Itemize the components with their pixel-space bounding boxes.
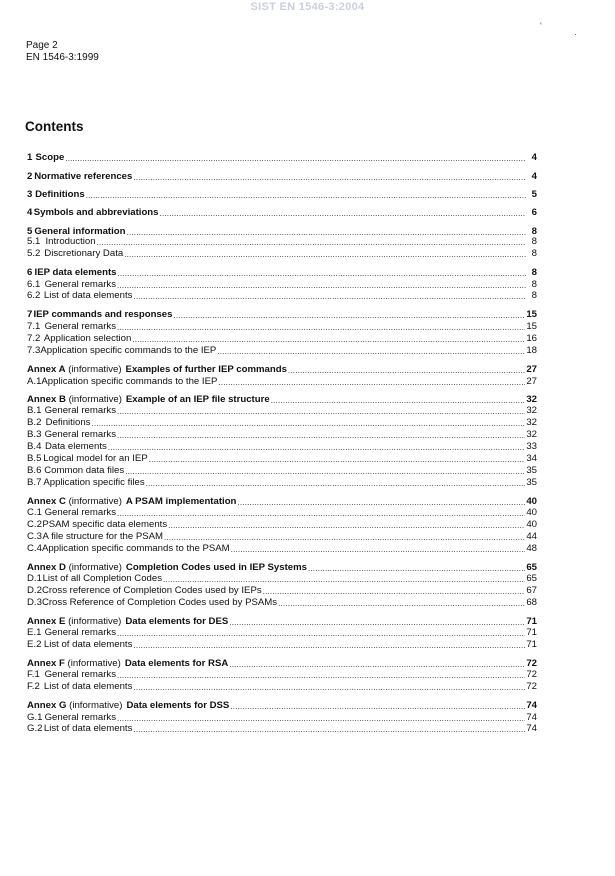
- toc-page-number: 72: [526, 681, 537, 692]
- toc-number: B.3: [27, 429, 42, 440]
- toc-page-number: 71: [526, 639, 537, 650]
- toc-number: B.1: [27, 405, 42, 416]
- toc-title: General information: [34, 226, 126, 237]
- toc-page-number: 15: [526, 309, 537, 320]
- toc-title: Definitions: [35, 189, 85, 200]
- dot-leader: [231, 543, 526, 555]
- dot-leader: [288, 364, 525, 376]
- toc-title: Logical model for an IEP: [43, 453, 148, 464]
- toc-title: General remarks: [44, 279, 117, 290]
- dot-leader: [149, 453, 526, 465]
- toc-annex-title: [27, 364, 287, 376]
- toc-number: A.1: [27, 376, 42, 387]
- toc-section-entry: [27, 597, 537, 609]
- toc-page-number: 74: [526, 700, 537, 711]
- annex-label: Annex G: [27, 700, 67, 711]
- toc-number: 4: [27, 207, 33, 218]
- toc-section-entry: [27, 669, 537, 681]
- toc-page-number: 15: [526, 321, 537, 332]
- toc-title: Application specific commands to the IEP: [40, 345, 217, 356]
- toc-title: List of data elements: [43, 723, 133, 734]
- dot-leader: [133, 723, 525, 735]
- dot-leader: [230, 700, 525, 712]
- toc-page-number: 71: [526, 627, 537, 638]
- annex-label: Annex F: [27, 658, 65, 669]
- toc-title: Application specific commands to the IEP: [41, 376, 218, 387]
- dot-leader: [86, 189, 526, 201]
- toc-section-entry: [27, 429, 537, 441]
- annex-informative-tag: (informative): [68, 616, 122, 627]
- toc-title: List of data elements: [43, 639, 133, 650]
- toc-page-number: 27: [526, 364, 537, 375]
- toc-section-entry: [27, 376, 537, 388]
- toc-title: List of all Completion Codes: [42, 573, 163, 584]
- annex-subject: Data elements for DES: [125, 616, 229, 627]
- toc-number: 6: [27, 267, 33, 278]
- toc-page-number: 18: [526, 345, 537, 356]
- toc-chapter-entry: [27, 171, 537, 183]
- dot-leader: [217, 345, 525, 357]
- toc-title: IEP commands and responses: [33, 309, 173, 320]
- toc-title: Cross reference of Completion Codes used by IEPs: [41, 585, 262, 596]
- annex-label: Annex C: [27, 496, 66, 507]
- toc-number: C.4: [27, 543, 42, 554]
- dot-leader: [65, 152, 526, 164]
- standard-identifier: EN 1546-3:1999: [26, 52, 99, 63]
- toc-title: Application specific files: [43, 477, 145, 488]
- annex-informative-tag: (informative): [68, 364, 122, 375]
- toc-number: G.2: [27, 723, 43, 734]
- dot-leader: [133, 171, 526, 183]
- toc-page-number: 40: [526, 519, 537, 530]
- toc-number: C.1: [27, 507, 42, 518]
- toc-page-number: 27: [526, 376, 537, 387]
- toc-chapter-entry: [27, 152, 537, 164]
- toc-section-entry: [27, 681, 537, 693]
- annex-informative-tag: (informative): [67, 658, 121, 669]
- toc-number: 2: [27, 171, 33, 182]
- toc-number: C.2: [27, 519, 42, 530]
- dot-leader: [125, 465, 525, 477]
- toc-title: Data elements: [44, 441, 107, 452]
- toc-section-entry: [27, 519, 537, 531]
- dot-leader: [133, 681, 525, 693]
- toc-chapter-entry: [27, 267, 537, 279]
- toc-page-number: 65: [526, 573, 537, 584]
- toc-number: B.5: [27, 453, 42, 464]
- toc-title: General remarks: [44, 507, 117, 518]
- toc-page-number: 68: [526, 597, 537, 608]
- toc-page-number: 44: [526, 531, 537, 542]
- dot-leader: [163, 573, 525, 585]
- toc-page-number: 33: [526, 441, 537, 452]
- toc-title: General remarks: [44, 712, 117, 723]
- dot-leader: [263, 585, 526, 597]
- toc-page-number: 32: [526, 429, 537, 440]
- toc-page-number: 72: [526, 658, 537, 669]
- dot-leader: [108, 441, 526, 453]
- toc-title: List of data elements: [43, 290, 133, 301]
- toc-title: General remarks: [44, 627, 117, 638]
- annex-subject: Data elements for DSS: [126, 700, 230, 711]
- toc-title: Common data files: [44, 465, 125, 476]
- toc-title: Cross Reference of Completion Codes used by PSAMs: [41, 597, 278, 608]
- dot-leader: [164, 531, 525, 543]
- contents-heading: Contents: [25, 119, 84, 134]
- toc-page-number: 32: [526, 417, 537, 428]
- dot-leader: [132, 333, 525, 345]
- toc-page-number: 40: [526, 507, 537, 518]
- toc-page-number: 67: [526, 585, 537, 596]
- dot-leader: [278, 597, 525, 609]
- toc-number: B.4: [27, 441, 42, 452]
- toc-page-number: 34: [526, 453, 537, 464]
- toc-title: Application selection: [43, 333, 132, 344]
- toc-section-entry: [27, 441, 537, 453]
- toc-page-number: 8: [531, 267, 537, 278]
- toc-page-number: 32: [526, 394, 537, 405]
- toc-number: B.2: [27, 417, 42, 428]
- toc-number: D.1: [27, 573, 42, 584]
- toc-section-entry: [27, 585, 537, 597]
- toc-page-number: 74: [526, 723, 537, 734]
- toc-section-entry: [27, 321, 537, 333]
- toc-number: 7: [27, 309, 33, 320]
- toc-section-entry: [27, 627, 537, 639]
- toc-page-number: 8: [531, 226, 537, 237]
- toc-page-number: 74: [526, 712, 537, 723]
- toc-page-number: 4: [531, 152, 537, 163]
- annex-subject: Examples of further IEP commands: [125, 364, 287, 375]
- page-number-label: Page 2: [26, 40, 58, 51]
- toc-section-entry: [27, 345, 537, 357]
- annex-label: Annex D: [27, 562, 66, 573]
- annex-label: Annex B: [27, 394, 66, 405]
- toc-number: 3: [27, 189, 33, 200]
- toc-number: 7.3: [27, 345, 41, 356]
- toc-page-number: 8: [531, 236, 537, 247]
- annex-informative-tag: (informative): [69, 700, 123, 711]
- toc-number: 6.2: [27, 290, 41, 301]
- dot-leader: [117, 405, 525, 417]
- dot-leader: [97, 236, 526, 248]
- dot-leader: [146, 477, 526, 489]
- toc-section-entry: [27, 573, 537, 585]
- dot-leader: [160, 207, 526, 219]
- toc-title: General remarks: [44, 405, 117, 416]
- toc-chapter-entry: [27, 309, 537, 321]
- toc-section-entry: [27, 723, 537, 735]
- toc-section-entry: [27, 248, 537, 260]
- dot-leader: [117, 429, 525, 441]
- toc-section-entry: [27, 465, 537, 477]
- toc-page-number: 6: [531, 207, 537, 218]
- toc-number: D.3: [27, 597, 42, 608]
- toc-page-number: 4: [531, 171, 537, 182]
- annex-informative-tag: (informative): [68, 394, 122, 405]
- toc-page-number: 48: [526, 543, 537, 554]
- toc-page-number: 8: [531, 290, 537, 301]
- toc-page-number: 16: [526, 333, 537, 344]
- toc-section-entry: [27, 417, 537, 429]
- toc-page-number: 40: [526, 496, 537, 507]
- annex-subject: Data elements for RSA: [124, 658, 229, 669]
- toc-section-entry: [27, 453, 537, 465]
- dot-leader: [168, 519, 525, 531]
- toc-number: 7.1: [27, 321, 41, 332]
- dot-leader: [133, 639, 525, 651]
- toc-annex-entry: [27, 700, 537, 712]
- annex-subject: Completion Codes used in IEP Systems: [125, 562, 307, 573]
- toc-chapter-entry: [27, 207, 537, 219]
- toc-number: 5.2: [27, 248, 41, 259]
- toc-number: F.2: [27, 681, 40, 692]
- toc-number: E.1: [27, 627, 42, 638]
- annex-informative-tag: (informative): [68, 496, 122, 507]
- toc-number: 5: [27, 226, 33, 237]
- dot-leader: [117, 669, 525, 681]
- toc-title: List of data elements: [43, 681, 133, 692]
- annex-subject: Example of an IEP file structure: [125, 394, 270, 405]
- toc-number: F.1: [27, 669, 40, 680]
- annex-label: Annex E: [27, 616, 66, 627]
- dot-leader: [91, 417, 525, 429]
- toc-title: PSAM specific data elements: [42, 519, 168, 530]
- toc-section-entry: [27, 639, 537, 651]
- toc-title: Introduction: [45, 236, 96, 247]
- toc-section-entry: [27, 236, 537, 248]
- toc-chapter-entry: [27, 189, 537, 201]
- toc-number: 6.1: [27, 279, 41, 290]
- toc-section-entry: [27, 290, 537, 302]
- toc-annex-title: [27, 700, 229, 712]
- toc-title: Application specific commands to the PSAM: [41, 543, 230, 554]
- toc-number: B.6: [27, 465, 42, 476]
- toc-number: C.3: [27, 531, 42, 542]
- toc-page-number: 35: [526, 465, 537, 476]
- toc-number: G.1: [27, 712, 43, 723]
- toc-title: A file structure for the PSAM: [42, 531, 164, 542]
- toc-section-entry: [27, 477, 537, 489]
- toc-title: Symbols and abbreviations: [33, 207, 159, 218]
- toc-page-number: 71: [526, 616, 537, 627]
- toc-page-number: 32: [526, 405, 537, 416]
- toc-page-number: 8: [531, 248, 537, 259]
- toc-title: Scope: [35, 152, 65, 163]
- dot-leader: [173, 309, 525, 321]
- watermark: SIST EN 1546-3:2004: [250, 1, 365, 13]
- toc-number: 7.2: [27, 333, 41, 344]
- toc-section-entry: [27, 543, 537, 555]
- toc-number: 1: [27, 152, 33, 163]
- toc-section-entry: [27, 531, 537, 543]
- toc-page-number: 65: [526, 562, 537, 573]
- toc-number: D.2: [27, 585, 42, 596]
- toc-section-entry: [27, 405, 537, 417]
- dot-leader: [133, 290, 526, 302]
- toc-title: General remarks: [44, 669, 117, 680]
- toc-title: Discretionary Data: [44, 248, 124, 259]
- dot-leader: [117, 267, 526, 279]
- dot-leader: [124, 248, 526, 260]
- annex-label: Annex A: [27, 364, 66, 375]
- toc-page-number: 5: [531, 189, 537, 200]
- dot-leader: [117, 627, 525, 639]
- toc-page-number: 8: [531, 279, 537, 290]
- dot-leader: [218, 376, 525, 388]
- toc-number: 5.1: [27, 236, 41, 247]
- dot-leader: [117, 321, 525, 333]
- annex-subject: A PSAM implementation: [125, 496, 237, 507]
- toc-annex-entry: [27, 364, 537, 376]
- toc-page-number: 35: [526, 477, 537, 488]
- toc-section-entry: [27, 507, 537, 519]
- toc-page-number: 72: [526, 669, 537, 680]
- toc-title: Normative references: [34, 171, 133, 182]
- toc-title: General remarks: [44, 429, 117, 440]
- toc-number: B.7: [27, 477, 42, 488]
- toc-title: IEP data elements: [34, 267, 117, 278]
- toc-section-entry: [27, 333, 537, 345]
- toc-title: General remarks: [44, 321, 117, 332]
- dot-leader: [117, 507, 525, 519]
- annex-informative-tag: (informative): [68, 562, 122, 573]
- toc-title: Definitions: [45, 417, 91, 428]
- toc-number: E.2: [27, 639, 42, 650]
